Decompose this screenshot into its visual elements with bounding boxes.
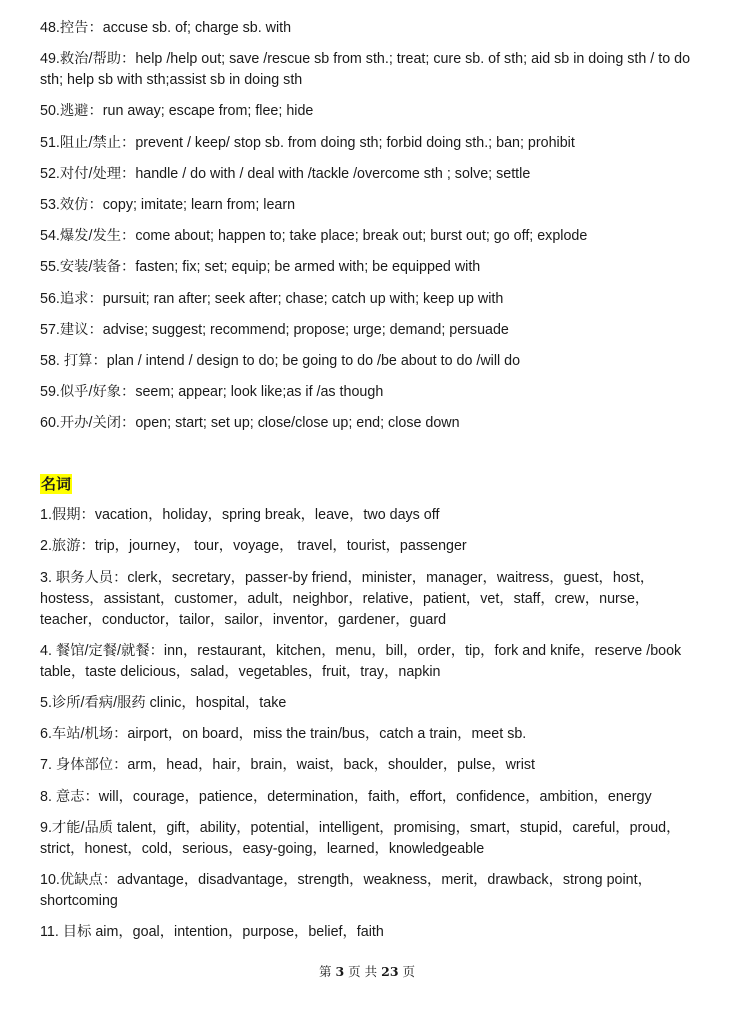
noun-entry-5: 5.诊所/看病/服药 clinic，hospital，take	[40, 695, 287, 711]
verb-entry-56: 56.追求：pursuit; ran after; seek after; chase; catch up with; keep up with	[40, 290, 504, 307]
footer-suffix: 页	[402, 964, 416, 979]
verb-entry-52: 52.对付/处理：handle / do with / deal with /tackle /overcome sth ; solve; settle	[40, 165, 531, 182]
noun-list	[40, 505, 700, 943]
noun-entry-11: 11. 目标 aim，goal，intention，purpose，belief，faith	[40, 924, 384, 941]
page-footer	[0, 962, 734, 980]
verb-entry-50: 50.逃避：run away; escape from; flee; hide	[40, 103, 314, 120]
footer-prefix: 第	[318, 964, 332, 979]
noun-entry-10: 10.优缺点：advantage，disadvantage，strength，weakness，merit，drawback，strong point，shortcoming	[40, 871, 652, 909]
verb-entry-54: 54.爆发/发生：come about; happen to; take place; break out; burst out; go off; explode	[40, 228, 588, 245]
vocab-list	[40, 18, 700, 953]
verb-entry-48: 48.控告：accuse sb. of; charge sb. with	[40, 20, 292, 36]
verb-entry-59: 59.似乎/好象：seem; appear; look like;as if /as though	[40, 384, 384, 401]
footer-page-number: 3	[335, 964, 345, 979]
verb-entry-55: 55.安装/装备：fasten; fix; set; equip; be armed with; be equipped with	[40, 259, 481, 276]
noun-entry-6: 6.车站/机场：airport，on board，miss the train/bus，catch a train，meet sb.	[40, 726, 527, 743]
noun-entry-4: 4. 餐馆/定餐/就餐：inn，restaurant，kitchen，menu，bill，order，tip，fork and knife，reserve /book table，taste delicious，salad，vegetables，fruit，tray，napkin	[40, 642, 682, 680]
noun-entry-8: 8. 意志：will，courage，patience，determination，faith，effort，confidence，ambition，energy	[40, 788, 652, 805]
noun-entry-9: 9.才能/品质 talent，gift，ability，potential，intelligent，promising，smart，stupid，careful，proud，strict，honest，cold，serious，easy-going，learned，knowledgeable	[40, 819, 681, 857]
noun-entry-3: 3. 职务人员：clerk，secretary，passer-by friend，minister，manager，waitress，guest，host，hostess，assistant，customer，adult，neighbor，relative，patient，vet，staff，crew，nurse，teacher，conductor，tailor，sailor，inventor，gardener，guard	[40, 569, 655, 628]
noun-entry-1: 1.假期：vacation，holiday，spring break，leave，two days off	[40, 507, 440, 524]
footer-middle: 页 共	[348, 964, 378, 979]
verb-entry-49: 49.救治/帮助：help /help out; save /rescue sb from sth.; treat; cure sb. of sth; aid sb in doing sth / to do sth; help sb with sth;assist sb in doing sth	[40, 51, 691, 89]
verb-entry-51: 51.阻止/禁止：prevent / keep/ stop sb. from doing sth; forbid doing sth.; ban; prohibit	[40, 134, 575, 151]
verb-entry-53: 53.效仿：copy; imitate; learn from; learn	[40, 196, 296, 213]
section-title-nouns: 名词	[41, 475, 72, 494]
verb-entry-58: 58. 打算：plan / intend / design to do; be going to do /be about to do /will do	[40, 352, 521, 369]
noun-entry-2: 2.旅游：trip，journey， tour，voyage， travel，tourist，passenger	[40, 538, 467, 555]
verb-entry-60: 60.开办/关闭：open; start; set up; close/close up; end; close down	[40, 415, 460, 432]
verb-entry-57: 57.建议：advise; suggest; recommend; propose; urge; demand; persuade	[40, 321, 509, 338]
noun-entry-7: 7. 身体部位：arm，head，hair，brain，waist，back，shoulder，pulse，wrist	[40, 757, 535, 774]
footer-total-pages: 23	[381, 964, 399, 979]
section-heading	[40, 474, 700, 495]
